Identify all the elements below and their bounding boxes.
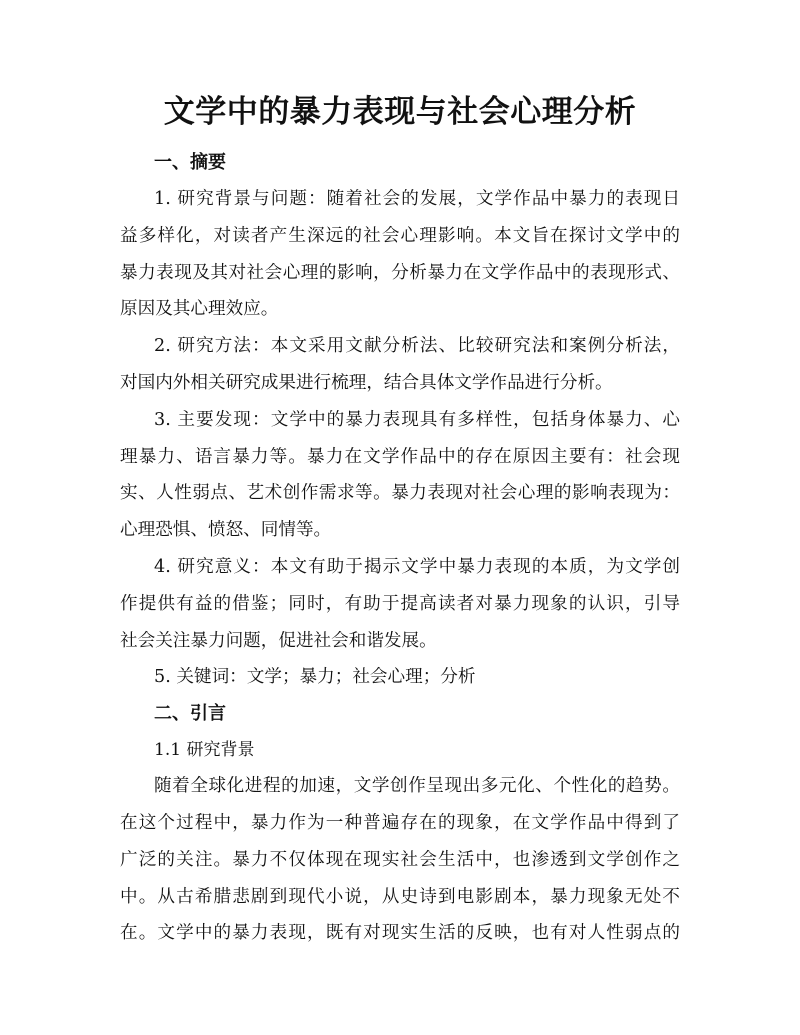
text-line: 暴力表现及其对社会心理的影响，分析暴力在文学作品中的表现形式、 — [120, 262, 680, 283]
section-heading-abstract: 一、摘要 — [154, 152, 226, 173]
intro-paragraph — [120, 768, 680, 952]
text-line: 原因及其心理效应。 — [120, 299, 279, 320]
text-line: 益多样化，对读者产生深远的社会心理影响。本文旨在探讨文学中的 — [120, 225, 680, 246]
document-title: 文学中的暴力表现与社会心理分析 — [163, 94, 637, 130]
text-line: 广泛的关注。暴力不仅体现在现实社会生活中，也渗透到文学创作之 — [120, 849, 680, 870]
abstract-paragraph-2 — [120, 328, 680, 402]
text-line: 对国内外相关研究成果进行梳理，结合具体文学作品进行分析。 — [120, 372, 613, 393]
text-line: 实、人性弱点、艺术创作需求等。暴力表现对社会心理的影响表现为： — [120, 483, 680, 504]
document-body — [120, 145, 680, 952]
section-heading-introduction: 二、引言 — [154, 703, 226, 725]
text-line: 3. 主要发现：文学中的暴力表现具有多样性，包括身体暴力、心 — [154, 409, 680, 430]
abstract-paragraph-1 — [120, 181, 680, 328]
text-line: 理暴力、语言暴力等。暴力在文学作品中的存在原因主要有：社会现 — [120, 446, 680, 467]
text-line: 2. 研究方法：本文采用文献分析法、比较研究法和案例分析法， — [154, 336, 680, 357]
text-line: 4. 研究意义：本文有助于揭示文学中暴力表现的本质，为文学创 — [154, 556, 680, 577]
abstract-keywords — [120, 659, 680, 696]
text-line: 心理恐惧、愤怒、同情等。 — [120, 520, 332, 541]
text-line: 中。从古希腊悲剧到现代小说，从史诗到电影剧本，暴力现象无处不 — [120, 886, 680, 907]
subsection-heading-background: 1.1 研究背景 — [154, 740, 255, 761]
text-line: 社会关注暴力问题，促进社会和谐发展。 — [120, 630, 437, 651]
abstract-paragraph-4 — [120, 549, 680, 659]
text-line: 随着全球化进程的加速，文学创作呈现出多元化、个性化的趋势。 — [154, 776, 680, 797]
text-line: 5. 关键词：文学；暴力；社会心理；分析 — [154, 667, 476, 688]
text-line: 在这个过程中，暴力作为一种普遍存在的现象，在文学作品中得到了 — [120, 812, 680, 833]
text-line: 在。文学中的暴力表现，既有对现实生活的反映，也有对人性弱点的 — [120, 923, 680, 944]
abstract-paragraph-3 — [120, 402, 680, 549]
text-line: 作提供有益的借鉴；同时，有助于提高读者对暴力现象的认识，引导 — [120, 593, 680, 614]
text-line: 1. 研究背景与问题：随着社会的发展，文学作品中暴力的表现日 — [154, 189, 680, 209]
